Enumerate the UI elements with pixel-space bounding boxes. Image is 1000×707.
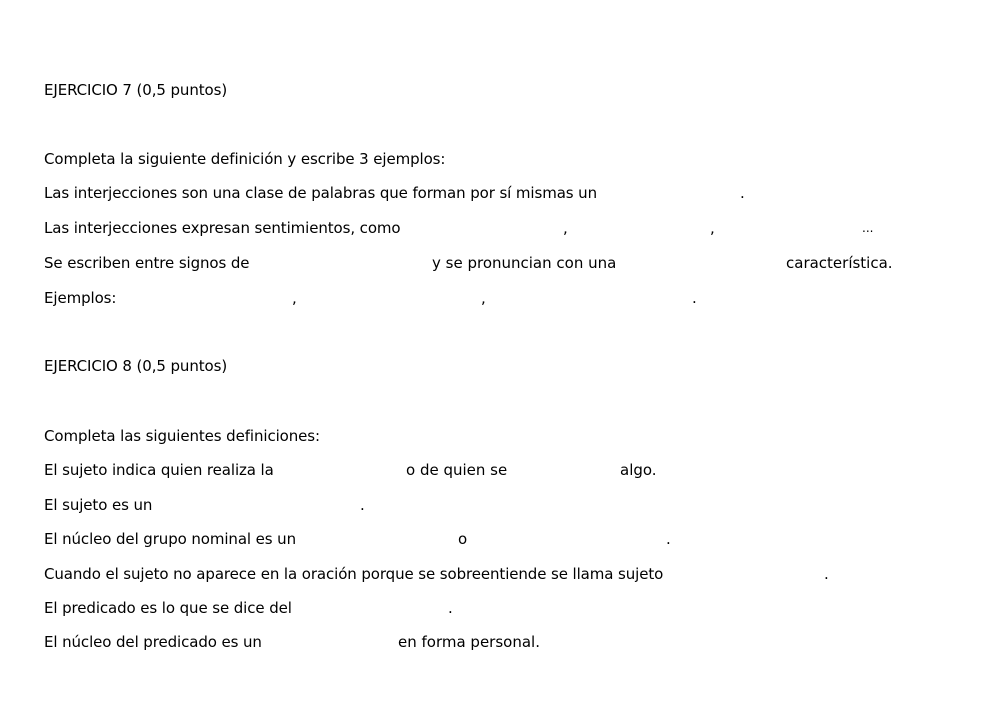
ex7-line2-blank1[interactable] xyxy=(416,218,561,238)
ex8-line3-blank2[interactable] xyxy=(470,529,664,549)
ex8-line5-text: El predicado es lo que se dice del xyxy=(44,599,292,617)
ex8-line1-blank2[interactable] xyxy=(510,460,618,480)
ex8-line4-text: Cuando el sujeto no aparece en la oración porque se sobreentiende se llama sujeto xyxy=(44,565,664,583)
ex8-line2-end: . xyxy=(360,496,365,514)
exercise-8-instruction: Completa las siguientes definiciones: xyxy=(44,427,320,445)
ex8-line1-end: algo. xyxy=(620,461,657,479)
ex8-line4-end: . xyxy=(824,565,829,583)
ex8-line6-end: en forma personal. xyxy=(398,633,540,651)
ex7-line1-text: Las interjecciones son una clase de palabras que forman por sí mismas un xyxy=(44,184,597,202)
ex7-line2-blank2[interactable] xyxy=(570,218,708,238)
ex8-line5-blank[interactable] xyxy=(302,598,446,618)
ex8-line1-text: El sujeto indica quien realiza la xyxy=(44,461,274,479)
ex7-line2-sep1: , xyxy=(563,219,568,237)
ex8-line1-mid: o de quien se xyxy=(406,461,508,479)
ex8-line6-text: El núcleo del predicado es un xyxy=(44,633,262,651)
ex8-line1-blank1[interactable] xyxy=(286,460,404,480)
ex7-line1-end: . xyxy=(740,184,745,202)
ex8-line3-mid: o xyxy=(458,530,468,548)
exercise-7-instruction: Completa la siguiente definición y escribe 3 ejemplos: xyxy=(44,150,446,168)
ex8-line6-blank[interactable] xyxy=(268,632,396,652)
ex7-line3-blank1[interactable] xyxy=(262,253,430,273)
ex7-line2-text: Las interjecciones expresan sentimientos, como xyxy=(44,219,401,237)
ex8-line3-end: . xyxy=(666,530,671,548)
ex7-line3-end: característica. xyxy=(786,254,893,272)
exercise-7-title: EJERCICIO 7 (0,5 puntos) xyxy=(44,81,228,99)
ex8-line2-blank[interactable] xyxy=(160,495,358,515)
ex7-line4-sep2: , xyxy=(481,289,486,307)
ex7-line2-blank3[interactable] xyxy=(718,218,860,238)
ex7-line3-text: Se escriben entre signos de xyxy=(44,254,250,272)
ex7-line2-end: ... xyxy=(862,221,874,235)
ex7-line4-text: Ejemplos: xyxy=(44,289,117,307)
ex7-line1-blank[interactable] xyxy=(610,183,738,203)
ex7-line4-sep1: , xyxy=(292,289,297,307)
ex7-line4-blank3[interactable] xyxy=(490,288,690,308)
ex8-line2-text: El sujeto es un xyxy=(44,496,153,514)
ex7-line3-mid: y se pronuncian con una xyxy=(432,254,617,272)
ex8-line3-blank1[interactable] xyxy=(298,529,456,549)
ex7-line4-end: . xyxy=(692,289,697,307)
ex7-line2-sep2: , xyxy=(710,219,715,237)
ex8-line4-blank[interactable] xyxy=(680,564,822,584)
ex7-line3-blank2[interactable] xyxy=(616,253,784,273)
ex7-line4-blank1[interactable] xyxy=(120,288,290,308)
ex8-line3-text: El núcleo del grupo nominal es un xyxy=(44,530,296,548)
ex8-line5-end: . xyxy=(448,599,453,617)
ex7-line4-blank2[interactable] xyxy=(300,288,478,308)
exercise-8-title: EJERCICIO 8 (0,5 puntos) xyxy=(44,357,228,375)
